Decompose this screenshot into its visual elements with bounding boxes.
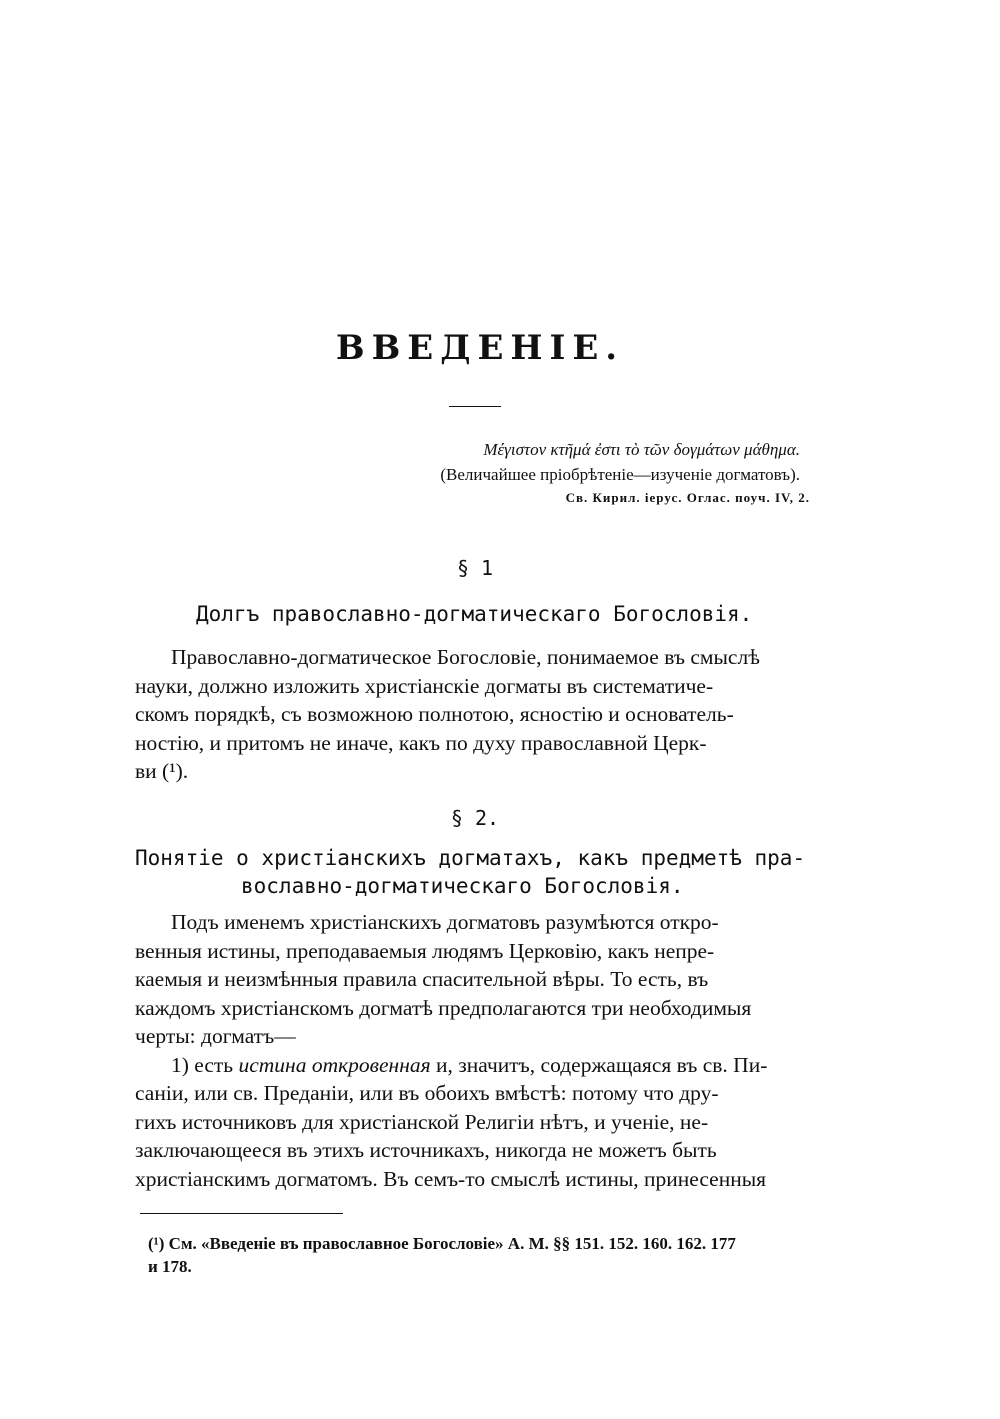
- footnote-line: (¹) См. «Введеніе въ православное Богословіе» А. М. §§ 151. 152. 160. 162. 177: [148, 1234, 736, 1253]
- section-2-paragraph-2-first-line: [135, 1051, 818, 1080]
- section-2-line: черты: догматъ—: [135, 1024, 296, 1048]
- section-2-line: Подъ именемъ христіанскихъ догматовъ разумѣются откро-: [171, 910, 719, 934]
- section-1-line: Православно-догматическое Богословіе, понимаемое въ смыслѣ: [171, 645, 760, 669]
- section-2-body: [135, 908, 818, 1193]
- section-2-line: заключающееся въ этихъ источникахъ, никогда не можетъ быть: [135, 1138, 717, 1162]
- page-title: ВВЕДЕНІЕ.: [335, 328, 625, 368]
- section-1-line: ви (¹).: [135, 759, 189, 783]
- section-1-line: науки, должно изложить христіанскіе догматы въ систематиче-: [135, 673, 714, 698]
- emphasis-text: истина откровенная: [238, 1052, 431, 1077]
- section-2-line: каемыя и неизмѣнныя правила спасительной вѣры. То есть, въ: [135, 967, 709, 991]
- footnote-line: и 178.: [148, 1257, 192, 1276]
- epigraph-source: Св. Кирил. іерус. Оглас. поуч. IV, 2.: [565, 490, 810, 505]
- section-2-number: § 2.: [450, 806, 500, 830]
- section-2-line: саніи, или св. Преданіи, или въ обоихъ вмѣстѣ: потому что дру-: [135, 1081, 719, 1105]
- section-2-line: гихъ источниковъ для христіанской Религіи нѣтъ, и ученіе, не-: [135, 1109, 709, 1134]
- section-2-title-line1: Понятіе о христіанскихъ догматахъ, какъ предметѣ пра-: [135, 846, 806, 870]
- lead-text: 1) есть: [171, 1052, 234, 1077]
- section-2-line: каждомъ христіанскомъ догматѣ предполагаются три необходимыя: [135, 995, 752, 1020]
- section-2-line: христіанскимъ догматомъ. Въ семъ-то смыслѣ истины, принесенныя: [135, 1166, 767, 1191]
- footnote-divider: [140, 1213, 343, 1214]
- epigraph-greek: Μέγιστον κτῆμά ἐστι τὸ τῶν δογμάτων μάθημα.: [483, 440, 800, 459]
- title-divider: [449, 406, 501, 407]
- section-1-line: ностію, и притомъ не иначе, какъ по духу православной Церк-: [135, 730, 707, 755]
- first-line-rest: и, значитъ, содержащаяся въ св. Пи-: [436, 1052, 768, 1077]
- epigraph-translation: (Величайшее пріобрѣтеніе—изученіе догматовъ).: [440, 465, 800, 484]
- section-1-line: скомъ порядкѣ, съ возможною полнотою, ясностію и основатель-: [135, 702, 734, 726]
- footnote: [148, 1232, 816, 1278]
- section-1-title: Долгъ православно-догматическаго Богословія.: [196, 602, 753, 626]
- section-2-line: венныя истины, преподаваемыя людямъ Церковію, какъ непре-: [135, 938, 715, 963]
- section-1-number: § 1: [456, 556, 494, 580]
- section-1-body: [135, 643, 818, 786]
- section-2-title-line2: вославно-догматическаго Богословія.: [241, 874, 684, 898]
